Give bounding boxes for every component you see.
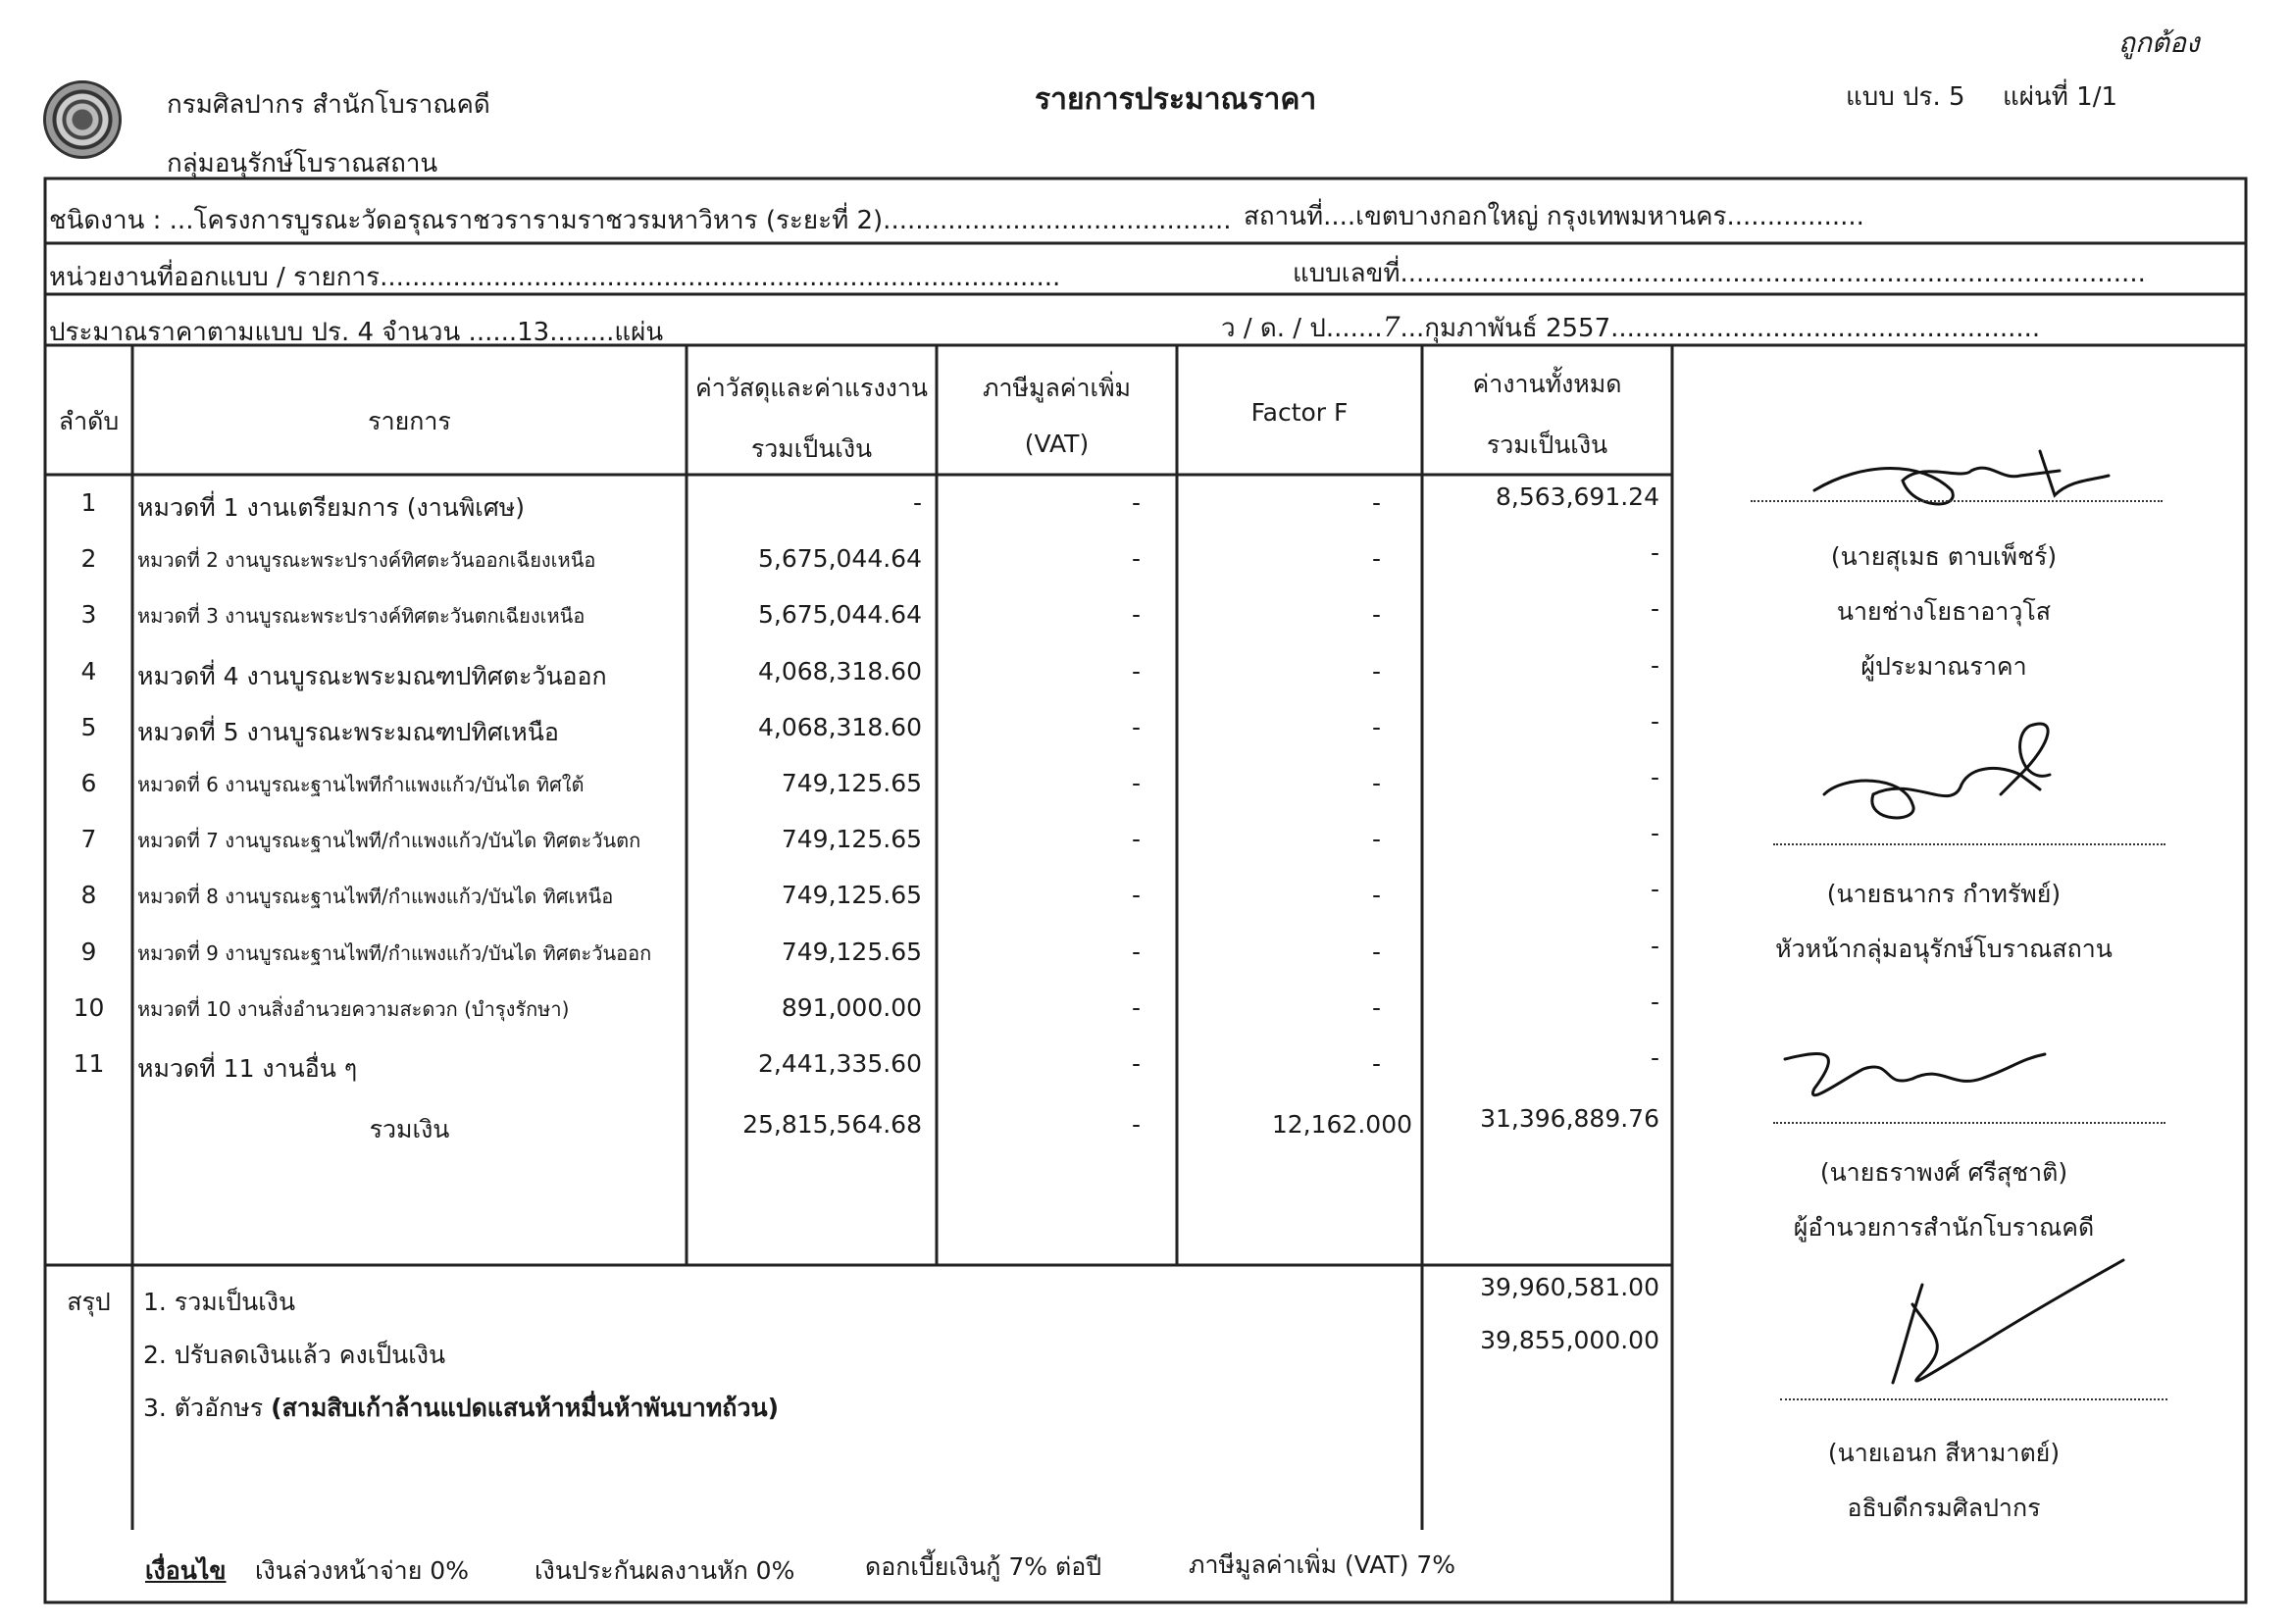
summary-line-3-prefix: 3. ตัวอักษร <box>143 1394 264 1422</box>
row-material: 891,000.00 <box>781 993 922 1022</box>
row-total: - <box>1650 651 1659 680</box>
row-total: - <box>1650 875 1659 903</box>
row-vat: - <box>1131 657 1141 685</box>
row-factor: - <box>1371 657 1381 685</box>
conditions-label: เงื่อนไข <box>145 1556 227 1585</box>
row-item: หมวดที่ 9 งานบูรณะฐานไพที/กำแพงแก้ว/บันได ทิศตะวันออก <box>137 941 652 965</box>
row-vat: - <box>1131 713 1141 741</box>
row-number: 5 <box>80 713 97 741</box>
row-item: หมวดที่ 11 งานอื่น ๆ <box>137 1054 358 1083</box>
design-unit: หน่วยงานที่ออกแบบ / รายการ.................................................................................... <box>49 263 1061 292</box>
condition-vat: ภาษีมูลค่าเพิ่ม (VAT) 7% <box>1189 1550 1456 1579</box>
row-item: หมวดที่ 4 งานบูรณะพระมณฑปทิศตะวันออก <box>137 662 607 690</box>
signer-4-title-1: อธิบดีกรมศิลปากร <box>1847 1494 2041 1522</box>
row-total: - <box>1650 819 1659 847</box>
header-item: รายการ <box>368 407 451 435</box>
date-day: 7 <box>1382 311 1401 343</box>
row-item: หมวดที่ 3 งานบูรณะพระปรางค์ทิศตะวันตกเฉียงเหนือ <box>137 604 586 628</box>
location: สถานที่....เขตบางกอกใหญ่ กรุงเทพมหานคร................. <box>1244 202 1864 231</box>
header-total-2: รวมเป็นเงิน <box>1486 431 1608 459</box>
date-rest: ...กุมภาพันธ์ 2557..................................................... <box>1400 314 2041 343</box>
row-material: 5,675,044.64 <box>758 544 922 573</box>
row-factor: - <box>1371 544 1381 573</box>
row-material: 749,125.65 <box>781 825 922 853</box>
estimate-basis: ประมาณราคาตามแบบ ปร. 4 จำนวน ......13........แผ่น <box>49 318 664 347</box>
row-item: หมวดที่ 5 งานบูรณะพระมณฑปทิศเหนือ <box>137 718 559 746</box>
row-vat: - <box>1131 993 1141 1022</box>
row-item: หมวดที่ 10 งานสิ่งอำนวยความสะดวก (บำรุงรักษา) <box>137 997 570 1021</box>
signature-line-4 <box>1780 1398 2167 1400</box>
signature-line-2 <box>1773 843 2165 845</box>
header-material-2: รวมเป็นเงิน <box>750 434 873 463</box>
signer-1-title-1: นายช่างโยธาอาวุโส <box>1836 597 2052 626</box>
sum-factor: 12,162.000 <box>1271 1110 1412 1139</box>
sum-material: 25,815,564.68 <box>742 1110 922 1139</box>
summary-label: สรุป <box>67 1288 111 1316</box>
condition-guarantee: เงินประกันผลงานหัก 0% <box>535 1556 795 1585</box>
row-factor: - <box>1371 488 1381 517</box>
row-number: 1 <box>80 488 97 517</box>
amount-in-words: (สามสิบเก้าล้านแปดแสนห้าหมื่นห้าพันบาทถ้วน) <box>271 1394 780 1422</box>
row-item: หมวดที่ 1 งานเตรียมการ (งานพิเศษ) <box>137 493 525 522</box>
signer-4-name: (นายเอนก สีหามาตย์) <box>1827 1439 2061 1467</box>
page-title: รายการประมาณราคา <box>1035 82 1317 117</box>
row-vat: - <box>1131 769 1141 797</box>
date-prefix: ว / ด. / ป....... <box>1221 314 1383 343</box>
signature-3 <box>1785 1053 2045 1094</box>
row-item: หมวดที่ 7 งานบูรณะฐานไพที/กำแพงแก้ว/บันได ทิศตะวันตก <box>137 829 641 852</box>
row-total: - <box>1650 594 1659 623</box>
header-total-1: ค่างานทั้งหมด <box>1472 370 1622 398</box>
row-item: หมวดที่ 8 งานบูรณะฐานไพที/กำแพงแก้ว/บันได ทิศเหนือ <box>137 885 614 908</box>
row-factor: - <box>1371 881 1381 909</box>
row-material: 749,125.65 <box>781 881 922 909</box>
row-material: 4,068,318.60 <box>758 713 922 741</box>
signature-line-3 <box>1773 1122 2165 1124</box>
row-number: 11 <box>73 1049 105 1078</box>
sum-total: 31,396,889.76 <box>1480 1104 1659 1133</box>
row-vat: - <box>1131 1049 1141 1078</box>
design-number: แบบเลขที่............................................................................................ <box>1293 259 2146 288</box>
row-vat: - <box>1131 938 1141 966</box>
condition-advance: เงินล่วงหน้าจ่าย 0% <box>255 1556 469 1585</box>
row-total: - <box>1650 988 1659 1016</box>
signer-2-name: (นายธนากร กำทรัพย์) <box>1826 880 2062 908</box>
row-factor: - <box>1371 769 1381 797</box>
form-code: แบบ ปร. 5 <box>1846 82 1965 112</box>
row-number: 10 <box>73 993 105 1022</box>
signature-line-1 <box>1751 500 2163 502</box>
department-name: กรมศิลปากร สำนักโบราณคดี <box>167 90 490 120</box>
row-factor: - <box>1371 600 1381 629</box>
row-total: - <box>1650 763 1659 791</box>
signer-3-name: (นายธราพงศ์ ศรีสุชาติ) <box>1819 1158 2068 1187</box>
group-name: กลุ่มอนุรักษ์โบราณสถาน <box>167 149 438 178</box>
row-total: - <box>1650 538 1659 567</box>
sheet-number: แผ่นที่ 1/1 <box>2003 82 2118 112</box>
row-vat: - <box>1131 600 1141 629</box>
header-factor: Factor F <box>1250 398 1349 427</box>
summary-line-2-label: 2. ปรับลดเงินแล้ว คงเป็นเงิน <box>143 1341 446 1369</box>
row-factor: - <box>1371 713 1381 741</box>
row-material: 4,068,318.60 <box>758 657 922 685</box>
signature-2 <box>1824 724 2050 818</box>
summary-line-1-label: 1. รวมเป็นเงิน <box>143 1288 296 1316</box>
row-material: 749,125.65 <box>781 769 922 797</box>
summary-line-2-value: 39,855,000.00 <box>1480 1326 1659 1354</box>
row-number: 4 <box>80 657 97 685</box>
row-material: 2,441,335.60 <box>758 1049 922 1078</box>
row-number: 9 <box>80 938 97 966</box>
work-type: ชนิดงาน : ...โครงการบูรณะวัดอรุณราชวรารามราชวรมหาวิหาร (ระยะที่ 2)........................................... <box>49 206 1232 235</box>
summary-line-1-value: 39,960,581.00 <box>1480 1273 1659 1301</box>
header-no: ลำดับ <box>58 407 120 435</box>
corner-note: ถูกต้อง <box>2118 26 2200 59</box>
row-vat: - <box>1131 544 1141 573</box>
row-vat: - <box>1131 488 1141 517</box>
row-factor: - <box>1371 993 1381 1022</box>
row-vat: - <box>1131 825 1141 853</box>
row-factor: - <box>1371 938 1381 966</box>
condition-interest: ดอกเบี้ยเงินกู้ 7% ต่อปี <box>865 1552 1102 1581</box>
header-vat-2: (VAT) <box>1024 430 1090 458</box>
row-number: 2 <box>80 544 97 573</box>
row-factor: - <box>1371 825 1381 853</box>
row-number: 3 <box>80 600 97 629</box>
row-number: 7 <box>80 825 97 853</box>
signer-2-title-1: หัวหน้ากลุ่มอนุรักษ์โบราณสถาน <box>1775 935 2113 963</box>
header-material-1: ค่าวัสดุและค่าแรงงาน <box>695 374 928 402</box>
signer-1-name: (นายสุเมธ ตาบเพ็ชร์) <box>1830 542 2058 571</box>
row-item: หมวดที่ 6 งานบูรณะฐานไพทีกำแพงแก้ว/บันได ทิศใต้ <box>137 773 585 796</box>
row-total: 8,563,691.24 <box>1496 482 1659 511</box>
row-total: - <box>1650 1043 1659 1072</box>
row-material: 749,125.65 <box>781 938 922 966</box>
row-number: 8 <box>80 881 97 909</box>
signer-3-title-1: ผู้อำนวยการสำนักโบราณคดี <box>1793 1213 2095 1242</box>
signer-1-title-2: ผู้ประมาณราคา <box>1860 652 2027 681</box>
row-total: - <box>1650 932 1659 960</box>
row-total: - <box>1650 707 1659 736</box>
header-vat-1: ภาษีมูลค่าเพิ่ม <box>982 374 1132 402</box>
row-material: 5,675,044.64 <box>758 600 922 629</box>
row-number: 6 <box>80 769 97 797</box>
sum-vat: - <box>1131 1110 1141 1139</box>
signature-4 <box>1893 1260 2123 1383</box>
row-factor: - <box>1371 1049 1381 1078</box>
row-vat: - <box>1131 881 1141 909</box>
row-material: - <box>912 488 922 517</box>
row-item: หมวดที่ 2 งานบูรณะพระปรางค์ทิศตะวันออกเฉียงเหนือ <box>137 548 596 572</box>
signature-1 <box>1814 451 2109 504</box>
sum-label: รวมเงิน <box>369 1115 450 1143</box>
